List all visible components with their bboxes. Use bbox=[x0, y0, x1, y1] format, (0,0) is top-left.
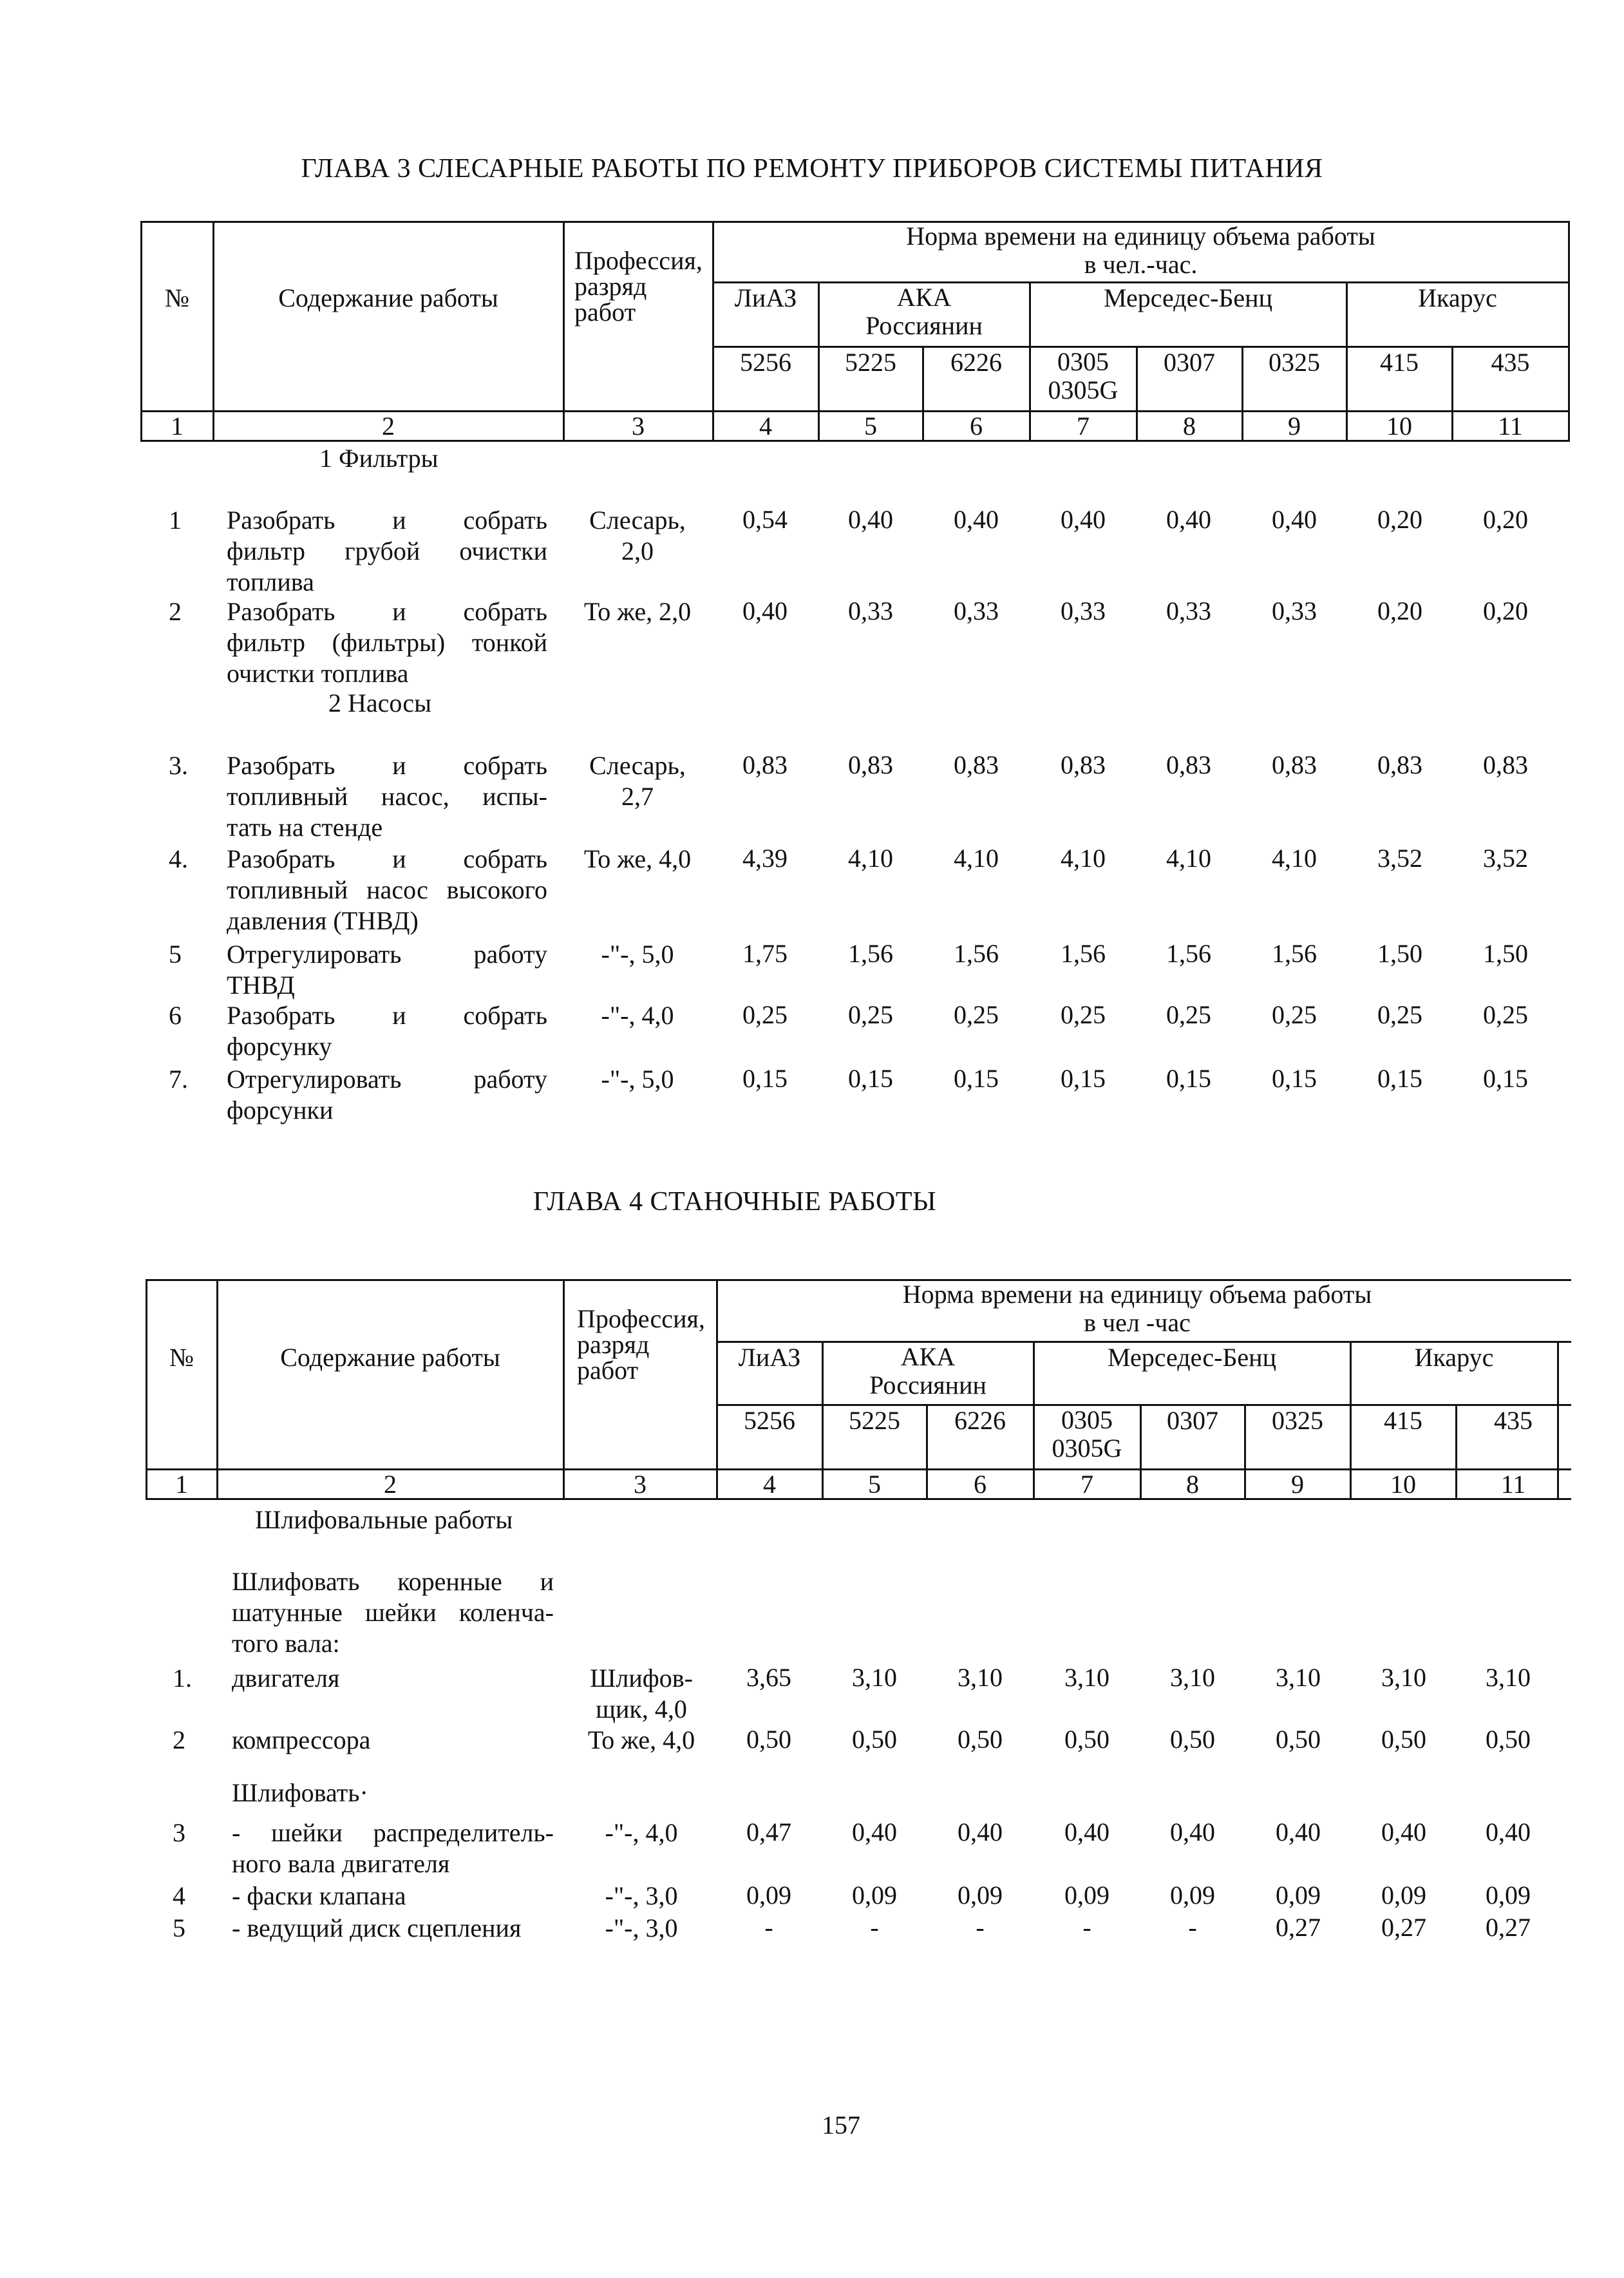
colnum-11: 11 bbox=[1500, 1470, 1526, 1499]
value-cell: 0,09 bbox=[746, 1881, 791, 1910]
value-cell: - bbox=[870, 1913, 879, 1942]
model-5256: 5256 bbox=[740, 348, 791, 377]
value-cell: 0,40 bbox=[1166, 505, 1211, 534]
row-number: 2 bbox=[173, 1725, 185, 1754]
row-number: 4 bbox=[173, 1881, 185, 1910]
value-cell: 0,50 bbox=[746, 1725, 791, 1754]
row-content: Разобрать и собрать топливный насос, испы- тать на стенде bbox=[227, 751, 547, 842]
col-content-header: Содержание работы bbox=[280, 1343, 500, 1372]
value-cell: 1,56 bbox=[848, 939, 893, 968]
value-cell: 0,15 bbox=[1377, 1064, 1422, 1093]
value-cell: 0,25 bbox=[1166, 1000, 1211, 1029]
row-profession: То же, 4,0 bbox=[583, 844, 692, 873]
value-cell: 0,83 bbox=[742, 750, 788, 779]
value-cell: 0,25 bbox=[1272, 1000, 1317, 1029]
value-cell: 0,33 bbox=[1061, 596, 1106, 625]
col-no-header: № bbox=[169, 1343, 194, 1372]
row-profession: -"-, 5,0 bbox=[601, 940, 674, 969]
value-cell: 0,50 bbox=[1064, 1725, 1109, 1754]
colnum-6: 6 bbox=[974, 1470, 987, 1499]
row-content: Разобрать и собрать фильтр (фильтры) тонкой очистки топлива bbox=[227, 597, 547, 688]
value-cell: 3,10 bbox=[852, 1663, 897, 1692]
value-cell: 1,75 bbox=[742, 939, 788, 968]
row-content: двигателя bbox=[232, 1664, 340, 1693]
value-cell: 3,10 bbox=[1170, 1663, 1215, 1692]
model-435: 435 bbox=[1494, 1406, 1533, 1435]
value-cell: 0,40 bbox=[1276, 1818, 1321, 1846]
row-content: - шейки распределитель- ного вала двигателя bbox=[232, 1818, 554, 1878]
colnum-7: 7 bbox=[1077, 412, 1090, 441]
colnum-3: 3 bbox=[634, 1470, 647, 1499]
row-number: 1 bbox=[169, 506, 182, 535]
row-number: 1. bbox=[173, 1664, 192, 1693]
value-cell: 0,83 bbox=[1377, 750, 1422, 779]
colnum-1: 1 bbox=[171, 412, 184, 441]
value-cell: 0,50 bbox=[958, 1725, 1003, 1754]
value-cell: 0,33 bbox=[954, 596, 999, 625]
brand-mercedes: Мерседес-Бенц bbox=[1108, 1343, 1276, 1372]
row-content: Разобрать и собрать топливный насос высокого давления (ТНВД) bbox=[227, 844, 547, 935]
value-cell: 0,20 bbox=[1483, 505, 1528, 534]
chapter4-title: ГЛАВА 4 СТАНОЧНЫЕ РАБОТЫ bbox=[533, 1187, 937, 1217]
brand-aka: АКА Россиянин bbox=[865, 283, 983, 340]
value-cell: 0,25 bbox=[1061, 1000, 1106, 1029]
value-cell: 0,83 bbox=[848, 750, 893, 779]
value-cell: 3,10 bbox=[1381, 1663, 1426, 1692]
colnum-9: 9 bbox=[1288, 412, 1301, 441]
value-cell: 0,83 bbox=[954, 750, 999, 779]
col-profession-header: Профессия, разряд работ bbox=[574, 246, 703, 327]
row-number: 6 bbox=[169, 1001, 182, 1030]
value-cell: 1,56 bbox=[1166, 939, 1211, 968]
value-cell: 1,50 bbox=[1483, 939, 1528, 968]
norm-header: Норма времени на единицу объема работы в чел.-час. bbox=[906, 222, 1375, 279]
value-cell: 0,83 bbox=[1483, 750, 1528, 779]
row-content: Разобрать и собрать фильтр грубой очистки топлива bbox=[227, 506, 547, 596]
value-cell: 0,09 bbox=[852, 1881, 897, 1910]
value-cell: 0,40 bbox=[1064, 1818, 1109, 1846]
value-cell: 3,10 bbox=[1276, 1663, 1321, 1692]
chapter3-title: ГЛАВА 3 СЛЕСАРНЫЕ РАБОТЫ ПО РЕМОНТУ ПРИБОРОВ СИСТЕМЫ ПИТАНИЯ bbox=[301, 154, 1323, 184]
value-cell: 4,10 bbox=[1061, 844, 1106, 873]
brand-ikarus: Икарус bbox=[1418, 283, 1497, 312]
value-cell: 3,10 bbox=[1064, 1663, 1109, 1692]
colnum-1: 1 bbox=[175, 1470, 188, 1499]
model-415: 415 bbox=[1384, 1406, 1422, 1435]
row-number: 7. bbox=[169, 1065, 188, 1094]
row-content: Отрегулировать работу ТНВД bbox=[227, 940, 547, 1000]
row-number: 5 bbox=[173, 1913, 185, 1942]
colnum-8: 8 bbox=[1186, 1470, 1199, 1499]
value-cell: 0,40 bbox=[1381, 1818, 1426, 1846]
row-content: - фаски клапана bbox=[232, 1881, 406, 1910]
value-cell: 0,50 bbox=[852, 1725, 897, 1754]
col-profession-header: Профессия, разряд работ bbox=[577, 1304, 705, 1385]
value-cell: 0,50 bbox=[1170, 1725, 1215, 1754]
row-content: компрессора bbox=[232, 1725, 371, 1754]
value-cell: 1,50 bbox=[1377, 939, 1422, 968]
value-cell: 3,65 bbox=[746, 1663, 791, 1692]
value-cell: 0,27 bbox=[1486, 1913, 1531, 1942]
value-cell: 0,15 bbox=[1061, 1064, 1106, 1093]
intro-grind: Шлифовать· bbox=[232, 1778, 368, 1807]
value-cell: 0,50 bbox=[1486, 1725, 1531, 1754]
row-content: Отрегулировать работу форсунки bbox=[227, 1065, 547, 1125]
value-cell: 4,10 bbox=[848, 844, 893, 873]
colnum-2: 2 bbox=[384, 1470, 397, 1499]
value-cell: 0,40 bbox=[742, 596, 788, 625]
value-cell: 0,40 bbox=[848, 505, 893, 534]
intro-grind-shafts: Шлифовать коренные и шатунные шейки коленча- того вала: bbox=[232, 1567, 554, 1658]
brand-ikarus: Икарус bbox=[1414, 1343, 1494, 1372]
row-profession: Слесарь, 2,7 bbox=[589, 751, 686, 811]
value-cell: 0,25 bbox=[954, 1000, 999, 1029]
value-cell: 4,39 bbox=[742, 844, 788, 873]
value-cell: 0,25 bbox=[848, 1000, 893, 1029]
value-cell: - bbox=[976, 1913, 985, 1942]
value-cell: 3,10 bbox=[958, 1663, 1003, 1692]
value-cell: 0,15 bbox=[1166, 1064, 1211, 1093]
value-cell: 0,09 bbox=[1170, 1881, 1215, 1910]
brand-aka: АКА Россиянин bbox=[869, 1342, 987, 1400]
brand-liaz: ЛиАЗ bbox=[734, 283, 797, 312]
colnum-10: 10 bbox=[1386, 412, 1412, 441]
brand-mercedes: Мерседес-Бенц bbox=[1104, 283, 1272, 312]
value-cell: 0,83 bbox=[1166, 750, 1211, 779]
value-cell: 0,15 bbox=[954, 1064, 999, 1093]
row-content: Разобрать и собрать форсунку bbox=[227, 1001, 547, 1061]
row-profession: -"-, 5,0 bbox=[601, 1065, 674, 1094]
value-cell: 0,09 bbox=[1381, 1881, 1426, 1910]
value-cell: 0,15 bbox=[1272, 1064, 1317, 1093]
model-6226: 6226 bbox=[954, 1406, 1006, 1435]
value-cell: 0,40 bbox=[852, 1818, 897, 1846]
colnum-3: 3 bbox=[632, 412, 645, 441]
value-cell: 0,09 bbox=[1064, 1881, 1109, 1910]
row-number: 3 bbox=[173, 1818, 185, 1847]
value-cell: - bbox=[1082, 1913, 1091, 1942]
value-cell: 0,40 bbox=[1272, 505, 1317, 534]
value-cell: 4,10 bbox=[1166, 844, 1211, 873]
value-cell: 0,33 bbox=[848, 596, 893, 625]
row-number: 3. bbox=[169, 751, 188, 780]
value-cell: 0,20 bbox=[1483, 596, 1528, 625]
value-cell: 1,56 bbox=[954, 939, 999, 968]
model-0305: 0305 0305G bbox=[1048, 347, 1119, 404]
value-cell: 4,10 bbox=[1272, 844, 1317, 873]
colnum-4: 4 bbox=[759, 412, 772, 441]
value-cell: 0,09 bbox=[1486, 1881, 1531, 1910]
value-cell: 1,56 bbox=[1272, 939, 1317, 968]
model-0305: 0305 0305G bbox=[1052, 1405, 1122, 1463]
value-cell: 0,33 bbox=[1166, 596, 1211, 625]
colnum-11: 11 bbox=[1498, 412, 1523, 441]
value-cell: 0,15 bbox=[1483, 1064, 1528, 1093]
row-number: 5 bbox=[169, 940, 182, 969]
colnum-10: 10 bbox=[1390, 1470, 1416, 1499]
value-cell: - bbox=[764, 1913, 773, 1942]
row-content: - ведущий диск сцепления bbox=[232, 1913, 522, 1942]
model-435: 435 bbox=[1491, 348, 1530, 377]
value-cell: 0,15 bbox=[742, 1064, 788, 1093]
value-cell: 0,20 bbox=[1377, 505, 1422, 534]
value-cell: 0,09 bbox=[958, 1881, 1003, 1910]
value-cell: 0,40 bbox=[954, 505, 999, 534]
value-cell: 0,25 bbox=[1483, 1000, 1528, 1029]
model-5225: 5225 bbox=[845, 348, 896, 377]
value-cell: 0,33 bbox=[1272, 596, 1317, 625]
colnum-2: 2 bbox=[382, 412, 395, 441]
row-profession: -"-, 3,0 bbox=[605, 1913, 678, 1942]
value-cell: 0,09 bbox=[1276, 1881, 1321, 1910]
value-cell: 0,50 bbox=[1276, 1725, 1321, 1754]
value-cell: 0,40 bbox=[1486, 1818, 1531, 1846]
model-415: 415 bbox=[1380, 348, 1419, 377]
col-content-header: Содержание работы bbox=[278, 283, 498, 312]
colnum-6: 6 bbox=[970, 412, 983, 441]
value-cell: 0,83 bbox=[1272, 750, 1317, 779]
model-5256: 5256 bbox=[744, 1406, 795, 1435]
row-number: 2 bbox=[169, 597, 182, 626]
row-profession: -"-, 4,0 bbox=[605, 1818, 678, 1847]
colnum-5: 5 bbox=[868, 1470, 881, 1499]
value-cell: 0,25 bbox=[742, 1000, 788, 1029]
section-grinding: Шлифовальные работы bbox=[255, 1505, 513, 1534]
row-profession: То же, 4,0 bbox=[587, 1725, 695, 1754]
row-profession: То же, 2,0 bbox=[583, 597, 692, 626]
colnum-5: 5 bbox=[864, 412, 877, 441]
page-number: 157 bbox=[822, 2111, 860, 2140]
value-cell: 0,83 bbox=[1061, 750, 1106, 779]
colnum-8: 8 bbox=[1183, 412, 1196, 441]
value-cell: 0,47 bbox=[746, 1818, 791, 1846]
value-cell: - bbox=[1188, 1913, 1197, 1942]
brand-liaz: ЛиАЗ bbox=[738, 1343, 801, 1372]
model-0307: 0307 bbox=[1167, 1406, 1218, 1435]
value-cell: 0,27 bbox=[1276, 1913, 1321, 1942]
colnum-4: 4 bbox=[763, 1470, 776, 1499]
model-0307: 0307 bbox=[1164, 348, 1215, 377]
row-number: 4. bbox=[169, 844, 188, 873]
value-cell: 0,20 bbox=[1377, 596, 1422, 625]
value-cell: 0,25 bbox=[1377, 1000, 1422, 1029]
norm-header: Норма времени на единицу объема работы в чел -час bbox=[902, 1280, 1372, 1337]
section-filters: 1 Фильтры bbox=[319, 444, 439, 473]
value-cell: 0,50 bbox=[1381, 1725, 1426, 1754]
value-cell: 0,40 bbox=[1170, 1818, 1215, 1846]
row-profession: -"-, 4,0 bbox=[601, 1001, 674, 1030]
row-profession: Слесарь, 2,0 bbox=[589, 506, 686, 565]
section-pumps: 2 Насосы bbox=[328, 688, 432, 717]
value-cell: 3,52 bbox=[1377, 844, 1422, 873]
value-cell: 1,56 bbox=[1061, 939, 1106, 968]
value-cell: 3,52 bbox=[1483, 844, 1528, 873]
model-6226: 6226 bbox=[950, 348, 1002, 377]
value-cell: 0,54 bbox=[742, 505, 788, 534]
colnum-9: 9 bbox=[1291, 1470, 1304, 1499]
value-cell: 3,10 bbox=[1486, 1663, 1531, 1692]
model-5225: 5225 bbox=[849, 1406, 900, 1435]
row-profession: -"-, 3,0 bbox=[605, 1881, 678, 1910]
model-0325: 0325 bbox=[1269, 348, 1320, 377]
value-cell: 0,27 bbox=[1381, 1913, 1426, 1942]
value-cell: 0,40 bbox=[1061, 505, 1106, 534]
row-profession: Шлифов- щик, 4,0 bbox=[590, 1664, 693, 1723]
value-cell: 4,10 bbox=[954, 844, 999, 873]
col-no-header: № bbox=[164, 283, 190, 312]
value-cell: 0,40 bbox=[958, 1818, 1003, 1846]
model-0325: 0325 bbox=[1272, 1406, 1323, 1435]
colnum-7: 7 bbox=[1081, 1470, 1093, 1499]
value-cell: 0,15 bbox=[848, 1064, 893, 1093]
